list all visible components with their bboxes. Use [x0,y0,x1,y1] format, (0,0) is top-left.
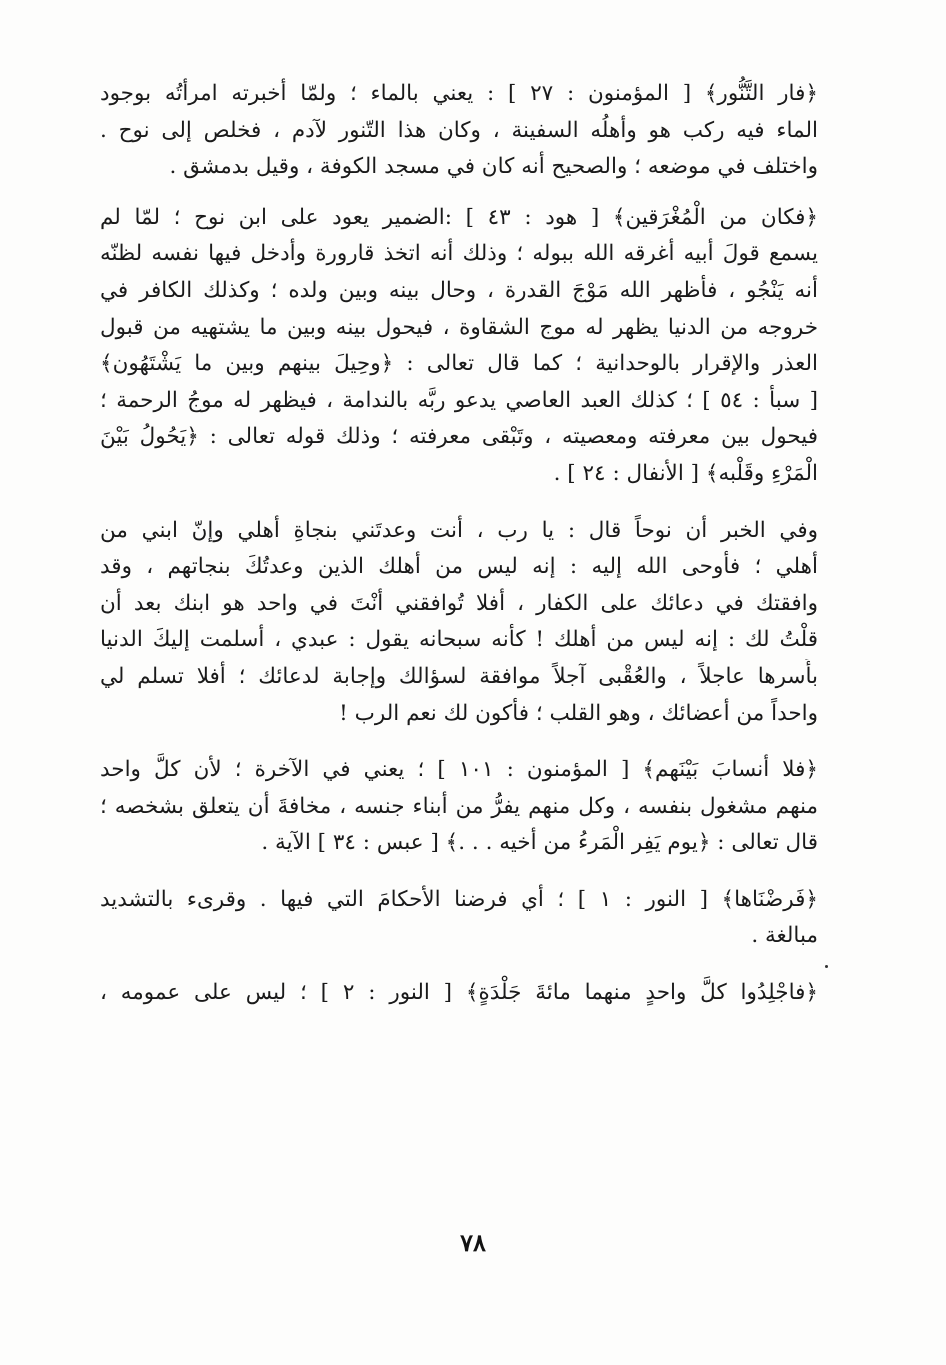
text-line: خروجه من الدنيا يظهر له موج الشقاوة ، فيحول بينه وبين ما يشتهيه من قبول [100,314,818,340]
paragraph-tannur [100,76,818,186]
text-line: الماء فيه ركب هو وأهلُه السفينة ، وكان هذا التّنور لآدم ، فخلص إلى نوح . [100,117,818,143]
text-line: ﴿فاجْلِدُوا كلَّ واحدٍ منهما مائةَ جَلْدَةٍ﴾ [ النور : ٢ ] ؛ ليس على عمومه ، [100,980,818,1006]
paragraph-mughraqin [100,200,818,493]
text-line: أنه يَنْجُو ، فأظهر الله مَوْجَ القدرة ، وحال بينه وبين ولده ؛ وكذلك الكافر في [100,277,818,303]
paragraph-faradnaha [100,882,818,955]
print-speck [825,965,828,968]
page-number: ٧٨ [460,1228,486,1257]
text-line: الْمَرْءِ وقَلْبه﴾ [ الأنفال : ٢٤ ] . [553,460,818,486]
text-line: واختلف في موضعه ؛ والصحيح أنه كان في مسجد الكوفة ، وقيل بدمشق . [169,154,818,180]
text-line: فيحول بين معرفته ومعصيته ، وتَبْقى معرفته ؛ وذلك قوله تعالى : ﴿يَحُولُ بَيْنَ [100,424,818,450]
text-line: قال تعالى : ﴿يوم يَفِر الْمَرءُ من أخيه . . .﴾ [ عبس : ٣٤ ] الآية . [261,830,818,856]
text-line: ﴿فكان من الْمُغْرَقين﴾ [ هود : ٤٣ ] :الضمير يعود على ابن نوح ؛ لمّا لم [100,204,818,230]
text-line: ﴿فلا أنسابَ بَيْنَهم﴾ [ المؤمنون : ١٠١ ] ؛ يعني في الآخرة ؛ لأن كلَّ واحد [100,757,818,783]
text-line: ﴿فَرضْنَاها﴾ [ النور : ١ ] ؛ أي فرضنا الأحكامَ التي فيها . وقرىء بالتشديد [100,886,818,912]
text-line: يسمع قولَ أبيه أغرقه الله ببوله ؛ وذلك أنه اتخذ قارورة وأدخل فيها نفسه لظنّه [100,241,818,267]
text-line: قلْتُ لك : إنه ليس من أهلك ! كأنه سبحانه يقول : عبدي ، أسلمت إليكَ الدنيا [100,627,818,653]
text-line: وفي الخبر أن نوحاً قال : يا رب ، أنت وعدتَني بنجاةِ أهلي وإنّ ابني من [100,517,818,543]
text-line: منهم مشغول بنفسه ، وكل منهم يفرُّ من أبناء جنسه ، مخافةَ أن يتعلق بشخصه ؛ [100,793,818,819]
text-line: وافقتك في دعائك على الكفار ، أفلا تُوافقني أنْتَ في واحد هو ابنك بعد أن [100,590,818,616]
text-line: العذر والإقرار بالوحدانية ؛ كما قال تعالى : ﴿وحِيلَ بينهم وبين ما يَشْتَهُون﴾ [100,351,818,377]
paragraph-khabar [100,513,818,733]
text-line: ﴿فار التَّنُّور﴾ [ المؤمنون : ٢٧ ] : يعني بالماء ؛ ولمّا أخبرته امرأتُه بوجود [100,81,818,106]
paragraph-ijlidu [100,975,818,1012]
text-line: بأَسرها عاجلاً ، والعُقْبى آجلاً موافقة لسؤالك وإجابة لدعائك ؛ أفلا تسلم لي [100,663,818,689]
page-body [100,76,818,1012]
text-line: أهلي ؛ فأوحى الله إليه : إنه ليس من أهلك الذين وعدتُكَ بنجاتهم ، وقد [100,554,818,580]
text-line: مبالغة . [751,923,818,949]
text-line: واحداً من أعضائك ، وهو القلب ؛ فأكون لك نعم الرب ! [339,700,818,726]
paragraph-ansab [100,752,818,862]
text-line: [ سبأ : ٥٤ ] ؛ كذلك العبد العاصي يدعو ربَّه بالندامة ، فيظهر له موجُ الرحمة ؛ [100,387,818,413]
